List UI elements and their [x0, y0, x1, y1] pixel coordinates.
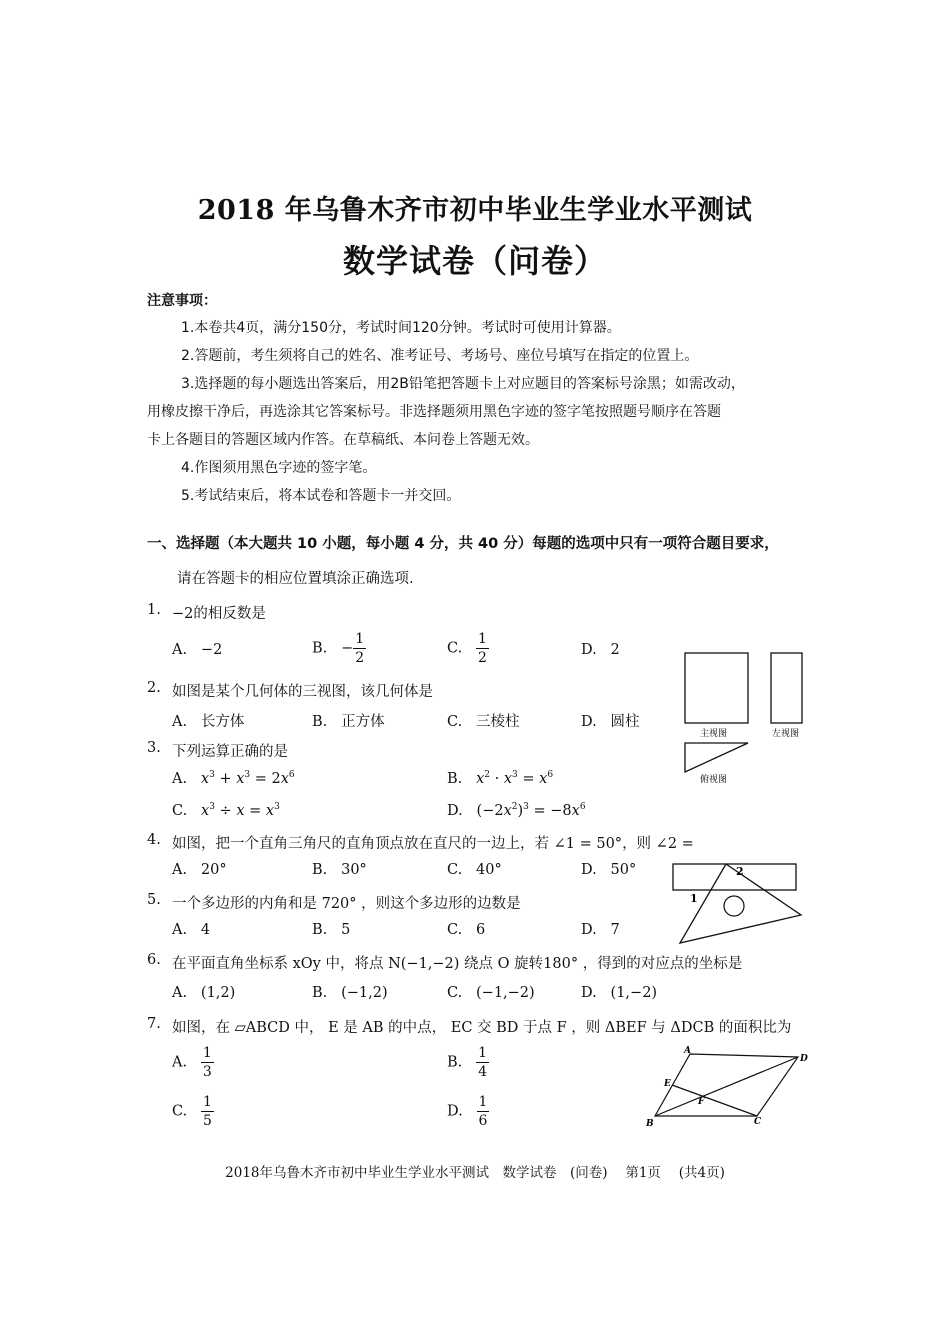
q5-option-a: A. 4	[172, 922, 211, 938]
q1-number: 1.	[147, 602, 161, 618]
label-f: F	[698, 1097, 705, 1107]
q6-number: 6.	[147, 952, 161, 968]
q2-option-c: C. 三棱柱	[447, 714, 520, 730]
set-square-hole	[724, 896, 744, 916]
exam-title: 2018 年乌鲁木齐市初中毕业生学业水平测试	[197, 195, 753, 226]
notice-item-3-cont: 用橡皮擦干净后，再选涂其它答案标号。非选择题须用黑色字迹的签字笔按照题号顺序在答题	[147, 404, 721, 420]
top-view-label: 俯视图	[700, 775, 728, 785]
q2-option-a: A. 长方体	[172, 714, 245, 730]
q3-option-c: C. $x^3 \div x = x^3$	[172, 802, 280, 819]
q7-option-b: B. $\frac{1}{4}$	[447, 1045, 488, 1080]
section-instruction: 请在答题卡的相应位置填涂正确选项.	[177, 571, 414, 587]
notice-item-4: 4.作图须用黑色字迹的签字笔。	[181, 460, 377, 476]
q6-option-d: D. (1,−2)	[581, 985, 658, 1001]
notice-item-2: 2.答题前，考生须将自己的姓名、准考证号、考场号、座位号填写在指定的位置上。	[181, 348, 699, 364]
q6-option-a: A. (1,2)	[172, 985, 236, 1001]
section-heading: 一、选择题（本大题共 10 小题，每小题 4 分，共 40 分）每题的选项中只有一项符合题目要求，	[147, 536, 779, 552]
q7-number: 7.	[147, 1016, 161, 1032]
q4-option-c: C. 40°	[447, 862, 502, 878]
q4-option-b: B. 30°	[312, 862, 367, 878]
q7-option-c: C. $\frac{1}{5}$	[172, 1094, 212, 1129]
q3-option-a: A. $x^3 + x^3 = 2x^6$	[172, 770, 295, 787]
q4-stem: 如图，把一个直角三角尺的直角顶点放在直尺的一边上，若 ∠1 = 50°，则 ∠2 =	[172, 836, 694, 852]
q3-stem: 下列运算正确的是	[172, 744, 288, 760]
q7-stem: 如图，在 ▱ABCD 中， E 是 AB 的中点， EC 交 BD 于点 F ，则 ΔBEF 与 ΔDCB 的面积比为	[172, 1020, 792, 1036]
ruler-rect	[673, 864, 796, 890]
label-a: A	[684, 1046, 691, 1056]
q1-option-b: B. − $\frac{1}{2}$	[312, 631, 365, 666]
segment-ec	[672, 1085, 757, 1116]
label-b: B	[646, 1119, 654, 1129]
parallelogram-figure	[640, 1044, 812, 1132]
label-c: C	[754, 1117, 762, 1127]
angle-1-label: 1	[690, 892, 698, 905]
ruler-triangle-figure	[668, 858, 808, 948]
q2-stem: 如图是某个几何体的三视图，该几何体是	[172, 684, 433, 700]
q5-option-d: D. 7	[581, 922, 620, 938]
q7-option-d: D. $\frac{1}{6}$	[447, 1094, 488, 1129]
q3-number: 3.	[147, 740, 161, 756]
notice-item-1: 1.本卷共4页，满分150分，考试时间120分钟。考试时可使用计算器。	[181, 320, 621, 336]
q4-option-d: D. 50°	[581, 862, 637, 878]
q6-option-c: C. (−1,−2)	[447, 985, 535, 1001]
page-footer: 2018年乌鲁木齐市初中毕业生学业水平测试 数学试卷 (问卷) 第1页 (共4页)	[225, 1165, 725, 1181]
q5-stem: 一个多边形的内角和是 720° ，则这个多边形的边数是	[172, 896, 521, 912]
label-d: D	[800, 1054, 808, 1064]
angle-2-label: 2	[736, 865, 744, 878]
q7-option-a: A. $\frac{1}{3}$	[172, 1045, 212, 1080]
q3-option-b: B. $x^2 \cdot x^3 = x^6$	[447, 770, 554, 787]
label-e: E	[664, 1079, 671, 1089]
notice-item-3-cont2: 卡上各题目的答题区域内作答。在草稿纸、本问卷上答题无效。	[147, 432, 539, 448]
q5-number: 5.	[147, 892, 161, 908]
three-views-figure	[680, 648, 810, 788]
q1-option-d: D. 2	[581, 642, 620, 658]
q4-number: 4.	[147, 832, 161, 848]
front-view-rect	[685, 653, 748, 723]
exam-subtitle: 数学试卷（问卷）	[342, 242, 607, 280]
q2-option-d: D. 圆柱	[581, 714, 640, 730]
notice-item-3: 3.选择题的每小题选出答案后，用2B铅笔把答题卡上对应题目的答案标号涂黑；如需改动，	[181, 376, 745, 392]
q2-option-b: B. 正方体	[312, 714, 385, 730]
front-view-label: 主视图	[700, 729, 728, 739]
q1-stem: −2的相反数是	[172, 606, 266, 622]
q3-option-d: D. $(-2x^2)^3 = -8x^6$	[447, 802, 586, 819]
left-view-rect	[771, 653, 802, 723]
q4-option-a: A. 20°	[172, 862, 227, 878]
q1-option-c: C. $\frac{1}{2}$	[447, 631, 487, 666]
notice-item-5: 5.考试结束后，将本试卷和答题卡一并交回。	[181, 488, 461, 504]
q5-option-b: B. 5	[312, 922, 351, 938]
left-view-label: 左视图	[772, 729, 800, 739]
notice-heading: 注意事项：	[147, 293, 217, 309]
top-view-triangle	[685, 743, 748, 772]
q5-option-c: C. 6	[447, 922, 486, 938]
q6-stem: 在平面直角坐标系 xOy 中，将点 N(−1,−2) 绕点 O 旋转180° ，得到的对应点的坐标是	[172, 956, 743, 972]
q2-number: 2.	[147, 680, 161, 696]
q1-option-a: A. −2	[172, 642, 223, 658]
q6-option-b: B. (−1,2)	[312, 985, 388, 1001]
